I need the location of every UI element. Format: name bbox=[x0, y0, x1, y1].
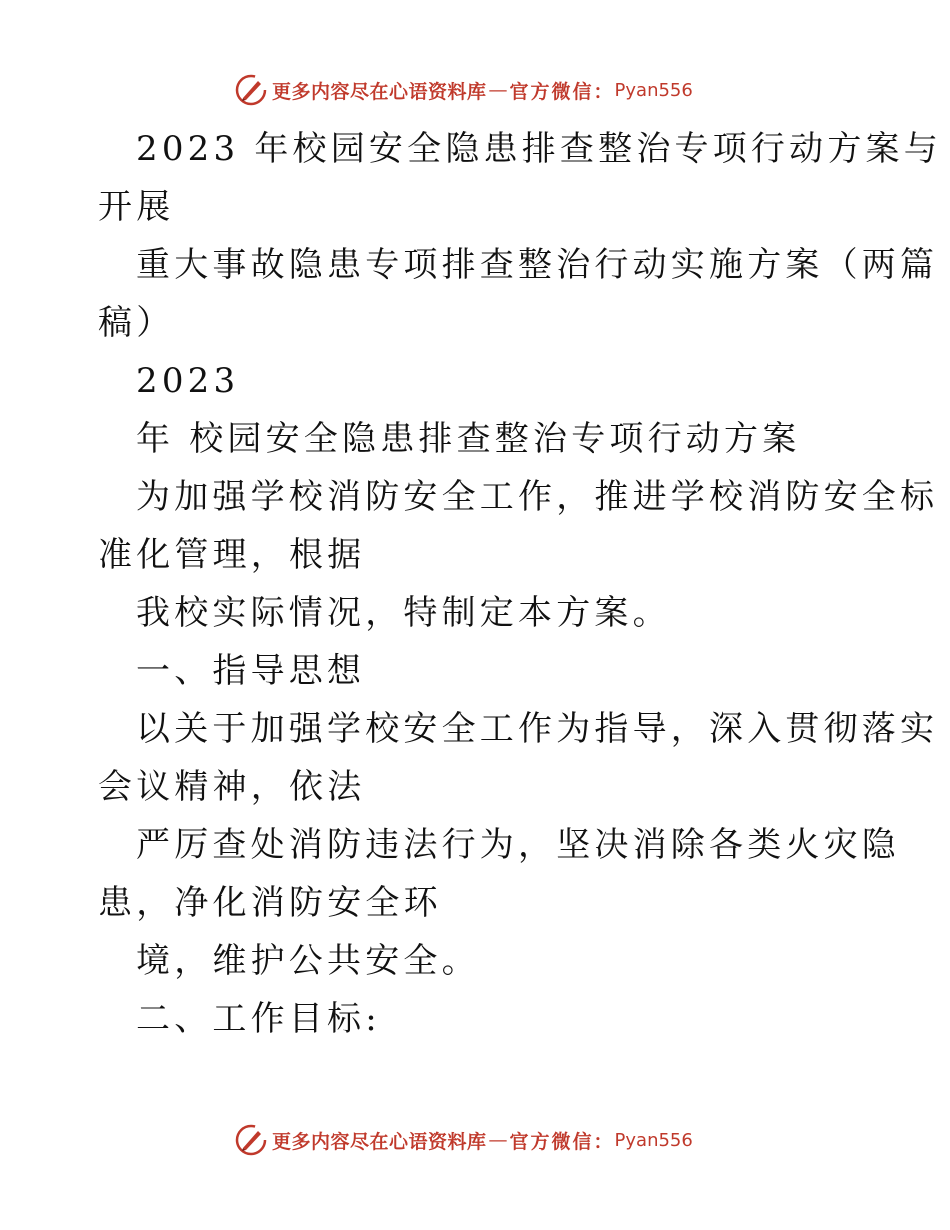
header-watermark bbox=[234, 72, 693, 108]
paragraph-line: 会议精神，依法 bbox=[98, 767, 366, 807]
year-line: 2023 bbox=[136, 361, 240, 401]
watermark-wechat-id: Pyan556 bbox=[614, 1129, 693, 1151]
title-line-2: 开展 bbox=[98, 187, 175, 227]
watermark-wechat-label: 官方微信： bbox=[509, 1130, 615, 1153]
paragraph-line: 患，净化消防安全环 bbox=[98, 883, 442, 923]
quill-logo-icon bbox=[234, 73, 268, 107]
watermark-wechat-label: 官方微信： bbox=[509, 80, 615, 103]
title-line-4: 稿） bbox=[98, 303, 175, 343]
paragraph-line: 为加强学校消防安全工作，推进学校消防安全标 bbox=[136, 477, 939, 517]
title-line-3: 重大事故隐患专项排查整治行动实施方案（两篇 bbox=[136, 245, 939, 285]
paragraph-line: 准化管理，根据 bbox=[98, 535, 366, 575]
watermark-dash: — bbox=[488, 79, 508, 101]
quill-logo-icon bbox=[234, 1123, 268, 1157]
paragraph-line: 境，维护公共安全。 bbox=[136, 941, 480, 981]
watermark-wechat-id: Pyan556 bbox=[614, 79, 693, 101]
paragraph-line: 严厉查处消防违法行为，坚决消除各类火灾隐 bbox=[136, 825, 900, 865]
title-line-1: 2023 年校园安全隐患排查整治专项行动方案与 bbox=[136, 129, 942, 169]
section-heading-guiding-thought: 一、指导思想 bbox=[136, 651, 366, 691]
watermark-text: 更多内容尽在心语资料库 bbox=[272, 80, 487, 103]
paragraph-line: 我校实际情况，特制定本方案。 bbox=[136, 593, 671, 633]
watermark-text: 更多内容尽在心语资料库 bbox=[272, 1130, 487, 1153]
section-heading-work-goals: 二、工作目标: bbox=[136, 999, 381, 1039]
paragraph-line: 以关于加强学校安全工作为指导，深入贯彻落实 bbox=[136, 709, 939, 749]
document-body bbox=[98, 120, 942, 1048]
footer-watermark bbox=[234, 1122, 693, 1158]
subtitle-line: 年 校园安全隐患排查整治专项行动方案 bbox=[136, 419, 801, 459]
watermark-dash: — bbox=[488, 1129, 508, 1151]
